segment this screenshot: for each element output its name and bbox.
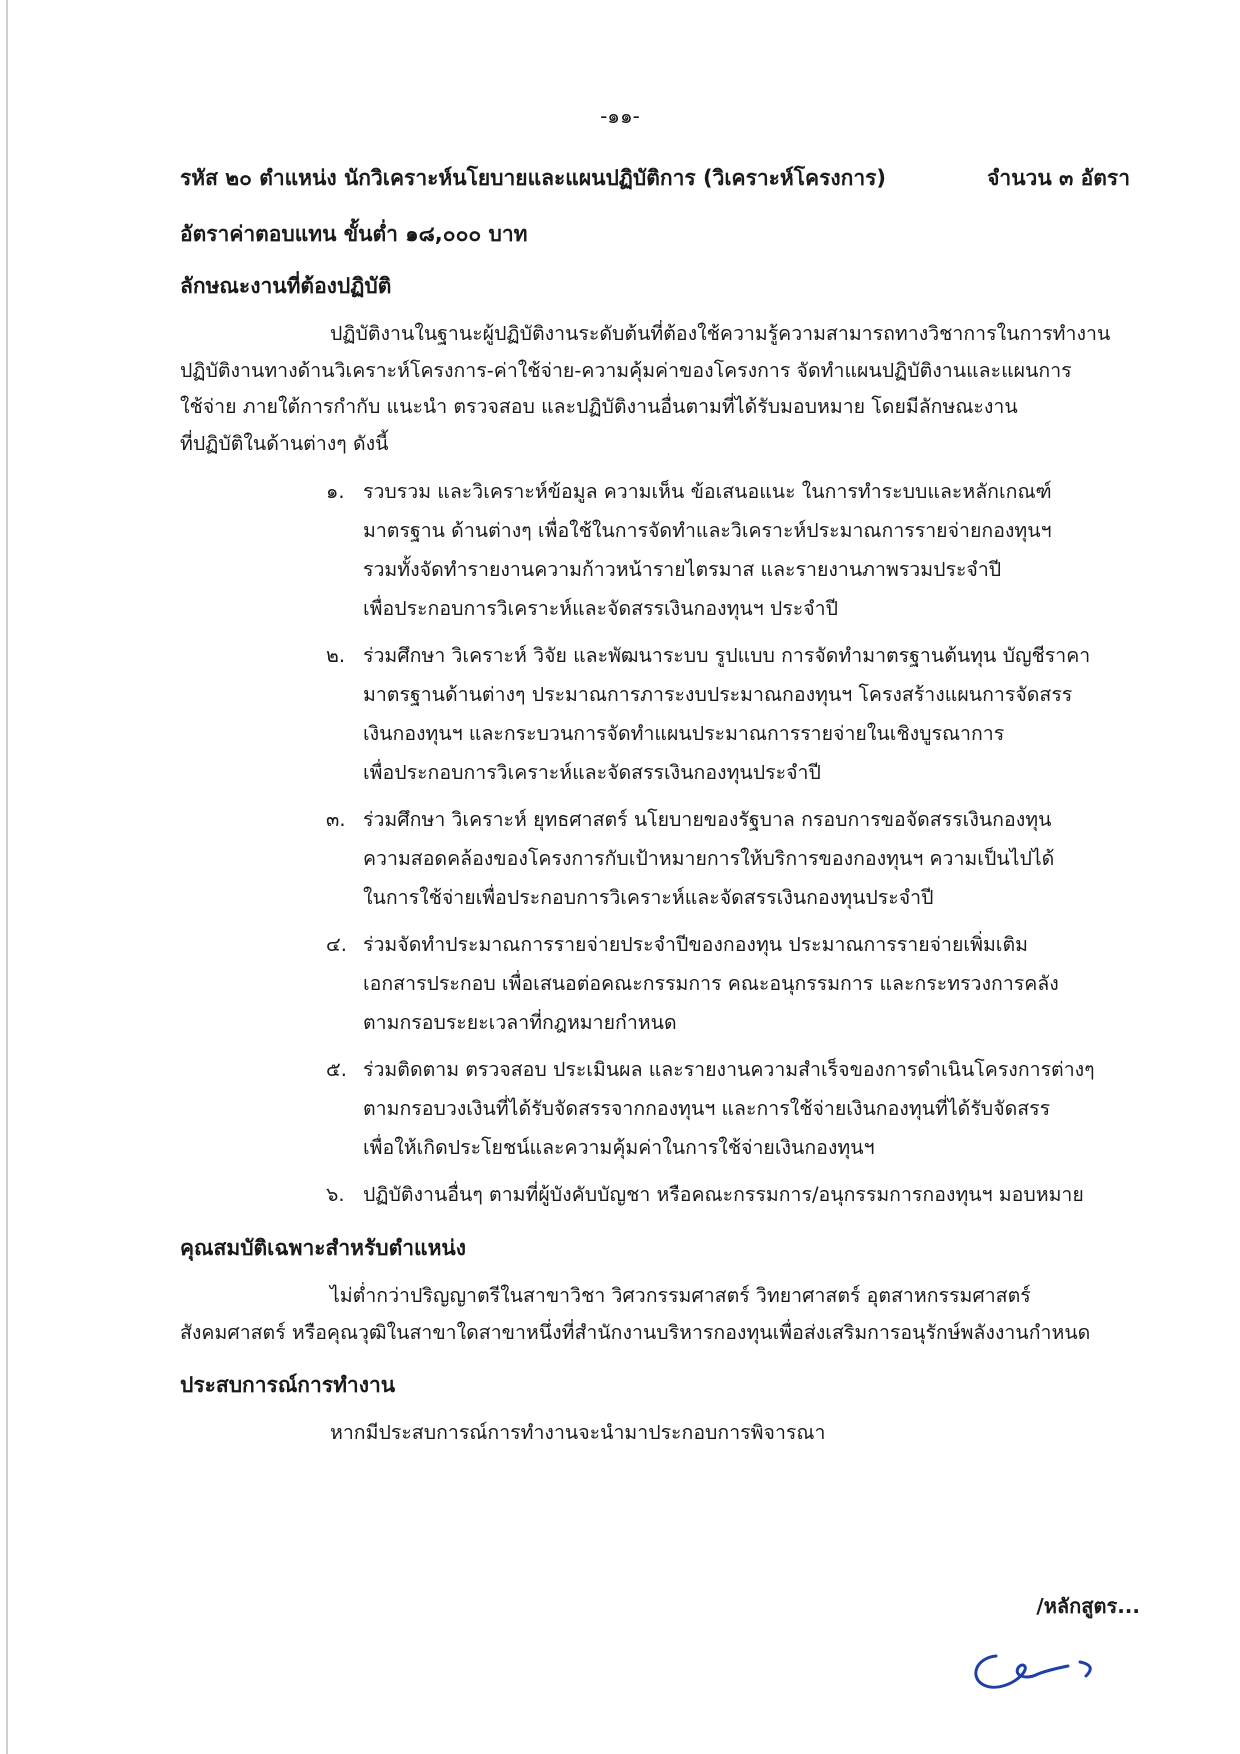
document-content: [180, 160, 1130, 1452]
duty-line: รวมทั้งจัดทำรายงานความก้าวหน้ารายไตรมาส และรายงานภาพรวมประจำปี: [363, 558, 1002, 581]
duty-item: [326, 925, 1130, 1042]
duty-line: เพื่อให้เกิดประโยชน์และความคุ้มค่าในการใช้จ่ายเงินกองทุนฯ: [363, 1136, 875, 1159]
duty-line: ตามกรอบวงเงินที่ได้รับจัดสรรจากกองทุนฯ และการใช้จ่ายเงินกองทุนที่ได้รับจัดสรร: [363, 1097, 1051, 1120]
continued-marker: /หลักสูตร...: [1036, 1594, 1140, 1618]
duty-line: ความสอดคล้องของโครงการกับเป้าหมายการให้บริการของกองทุนฯ ความเป็นไปได้: [363, 847, 1055, 870]
scan-edge: [6, 0, 8, 1754]
duty-line: ร่วมศึกษา วิเคราะห์ ยุทธศาสตร์ นโยบายของรัฐบาล กรอบการขอจัดสรรเงินกองทุน: [363, 808, 1052, 831]
duty-line: มาตรฐาน ด้านต่างๆ เพื่อใช้ในการจัดทำและวิเคราะห์ประมาณการรายจ่ายกองทุนฯ: [363, 519, 1052, 542]
duties-heading: ลักษณะงานที่ต้องปฏิบัติ: [180, 274, 392, 298]
duty-number: ๓.: [326, 808, 346, 831]
duties-list: [180, 472, 1130, 1214]
duty-number: ๒.: [326, 644, 346, 667]
duty-item: [326, 636, 1130, 792]
duty-line: เอกสารประกอบ เพื่อเสนอต่อคณะกรรมการ คณะอนุกรรมการ และกระทรวงการคลัง: [363, 972, 1059, 995]
position-heading: [180, 160, 1130, 196]
duty-line: ร่วมศึกษา วิเคราะห์ วิจัย และพัฒนาระบบ รูปแบบ การจัดทำมาตรฐานต้นทุน บัญชีราคา: [363, 644, 1091, 667]
qualifications-text: [180, 1278, 1130, 1351]
duty-line: รวบรวม และวิเคราะห์ข้อมูล ความเห็น ข้อเสนอแนะ ในการทำระบบและหลักเกณฑ์: [363, 480, 1052, 503]
duty-line: เพื่อประกอบการวิเคราะห์และจัดสรรเงินกองทุนประจำปี: [363, 761, 821, 784]
qualification-line: สังคมศาสตร์ หรือคุณวุฒิในสาขาใดสาขาหนึ่งที่สำนักงานบริหารกองทุนเพื่อส่งเสริมการอนุรักษ์พลังงานกำหนด: [180, 1320, 1091, 1344]
duty-line: มาตรฐานด้านต่างๆ ประมาณการภาระงบประมาณกองทุนฯ โครงสร้างแผนการจัดสรร: [363, 683, 1073, 706]
page-number: -๑๑-: [600, 104, 640, 128]
position-title: รหัส ๒๐ ตำแหน่ง นักวิเคราะห์นโยบายและแผนปฏิบัติการ (วิเคราะห์โครงการ): [180, 166, 887, 190]
duty-line: ปฏิบัติงานอื่นๆ ตามที่ผู้บังคับบัญชา หรือคณะกรรมการ/อนุกรรมการกองทุนฯ มอบหมาย: [363, 1183, 1084, 1206]
experience-line: หากมีประสบการณ์การทำงานจะนำมาประกอบการพิจารณา: [330, 1421, 826, 1444]
duty-number: ๑.: [326, 480, 345, 503]
experience-text: [180, 1415, 1130, 1452]
duty-line: ในการใช้จ่ายเพื่อประกอบการวิเคราะห์และจัดสรรเงินกองทุนประจำปี: [363, 886, 934, 909]
duty-number: ๖.: [326, 1183, 345, 1206]
intro-line: ที่ปฏิบัติในด้านต่างๆ ดังนี้: [180, 431, 389, 455]
signature-icon: [968, 1646, 1108, 1706]
duty-line: เงินกองทุนฯ และกระบวนการจัดทำแผนประมาณการรายจ่ายในเชิงบูรณาการ: [363, 722, 1005, 745]
duty-number: ๔.: [326, 933, 347, 956]
duty-item: [326, 800, 1130, 917]
duty-line: ร่วมติดตาม ตรวจสอบ ประเมินผล และรายงานความสำเร็จของการดำเนินโครงการต่างๆ: [363, 1058, 1095, 1081]
duty-item: [326, 472, 1130, 628]
duty-item: [326, 1050, 1130, 1167]
salary-line: อัตราค่าตอบแทน ขั้นต่ำ ๑๘,๐๐๐ บาท: [180, 222, 528, 246]
duty-item: [326, 1175, 1130, 1214]
intro-line: ใช้จ่าย ภายใต้การกำกับ แนะนำ ตรวจสอบ และปฏิบัติงานอื่นตามที่ได้รับมอบหมาย โดยมีลักษณะงาน: [180, 395, 1018, 418]
qualification-line: ไม่ต่ำกว่าปริญญาตรีในสาขาวิชา วิศวกรรมศาสตร์ วิทยาศาสตร์ อุตสาหกรรมศาสตร์: [330, 1284, 1031, 1307]
duty-line: เพื่อประกอบการวิเคราะห์และจัดสรรเงินกองทุนฯ ประจำปี: [363, 597, 838, 620]
duty-line: ตามกรอบระยะเวลาที่กฎหมายกำหนด: [363, 1011, 677, 1034]
duty-number: ๕.: [326, 1058, 347, 1081]
duty-line: ร่วมจัดทำประมาณการรายจ่ายประจำปีของกองทุน ประมาณการรายจ่ายเพิ่มเติม: [363, 933, 1028, 956]
intro-line: ปฏิบัติงานทางด้านวิเคราะห์โครงการ-ค่าใช้จ่าย-ความคุ้มค่าของโครงการ จัดทำแผนปฏิบัติงานและแผนการ: [180, 358, 1072, 382]
qualifications-heading: คุณสมบัติเฉพาะสำหรับตำแหน่ง: [180, 1236, 467, 1260]
duties-intro: [180, 316, 1130, 462]
position-count: จำนวน ๓ อัตรา: [987, 166, 1130, 190]
intro-line: ปฏิบัติงานในฐานะผู้ปฏิบัติงานระดับต้นที่ต้องใช้ความรู้ความสามารถทางวิชาการในการทำงาน: [330, 322, 1111, 345]
experience-heading: ประสบการณ์การทำงาน: [180, 1373, 396, 1397]
